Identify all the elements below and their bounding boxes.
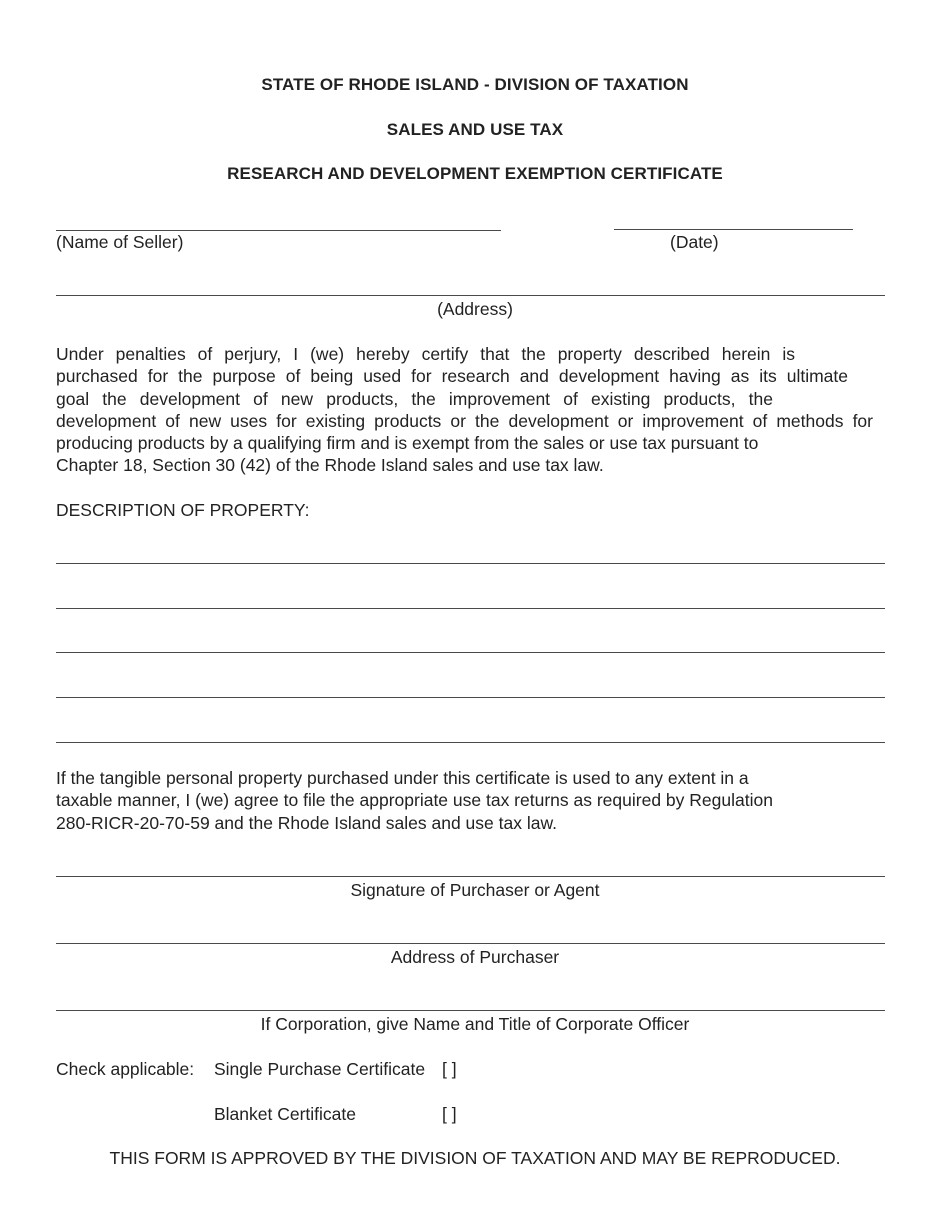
certification-line: Under penalties of perjury, I (we) hereby certify that the property described herein is (56, 344, 795, 364)
blanket-certificate-checkbox[interactable]: [ ] (442, 1104, 457, 1124)
seller-address-label: (Address) (437, 299, 513, 319)
description-line-4[interactable] (56, 697, 885, 698)
purchaser-address-field[interactable] (56, 943, 885, 944)
date-label: (Date) (670, 232, 719, 252)
date-field[interactable] (614, 229, 853, 230)
certification-line: development of new uses for existing products or the development or improvement of methods for (56, 410, 873, 431)
form-title: RESEARCH AND DEVELOPMENT EXEMPTION CERTIFICATE (227, 164, 723, 183)
single-purchase-checkbox[interactable]: [ ] (442, 1059, 457, 1079)
single-purchase-label: Single Purchase Certificate (214, 1059, 426, 1079)
seller-address-field[interactable] (56, 295, 885, 296)
certification-statement (56, 343, 886, 477)
form-header-tax-type: SALES AND USE TAX (386, 120, 564, 139)
certification-line: goal the development of new products, the improvement of existing products, the (56, 388, 773, 409)
description-line-2[interactable] (56, 608, 885, 609)
certification-line: Chapter 18, Section 30 (42) of the Rhode Island sales and use tax law. (56, 455, 604, 476)
form-header-agency: STATE OF RHODE ISLAND - DIVISION OF TAXATION (261, 75, 689, 94)
purchaser-signature-field[interactable] (56, 876, 885, 877)
blanket-certificate-label: Blanket Certificate (214, 1104, 357, 1124)
purchaser-address-label: Address of Purchaser (390, 947, 560, 967)
use-tax-notice (56, 767, 886, 834)
check-applicable-label: Check applicable: (56, 1059, 195, 1079)
description-line-3[interactable] (56, 652, 885, 653)
notice-line: taxable manner, I (we) agree to file the appropriate use tax returns as required by Regulation (56, 790, 773, 811)
notice-line: 280-RICR-20-70-59 and the Rhode Island sales and use tax law. (56, 812, 557, 833)
approval-notice: THIS FORM IS APPROVED BY THE DIVISION OF TAXATION AND MAY BE REPRODUCED. (109, 1148, 841, 1168)
seller-name-label: (Name of Seller) (56, 232, 184, 252)
description-line-1[interactable] (56, 563, 885, 564)
description-line-5[interactable] (56, 742, 885, 743)
corporate-officer-field[interactable] (56, 1010, 885, 1011)
description-label: DESCRIPTION OF PROPERTY: (56, 500, 310, 520)
purchaser-signature-label: Signature of Purchaser or Agent (350, 880, 600, 900)
corporate-officer-label: If Corporation, give Name and Title of Corporate Officer (260, 1014, 690, 1034)
certification-line: producing products by a qualifying firm and is exempt from the sales or use tax pursuant to (56, 433, 759, 454)
notice-line: If the tangible personal property purchased under this certificate is used to any extent in a (56, 768, 749, 788)
certification-line: purchased for the purpose of being used for research and development having as its ultimate (56, 366, 848, 387)
